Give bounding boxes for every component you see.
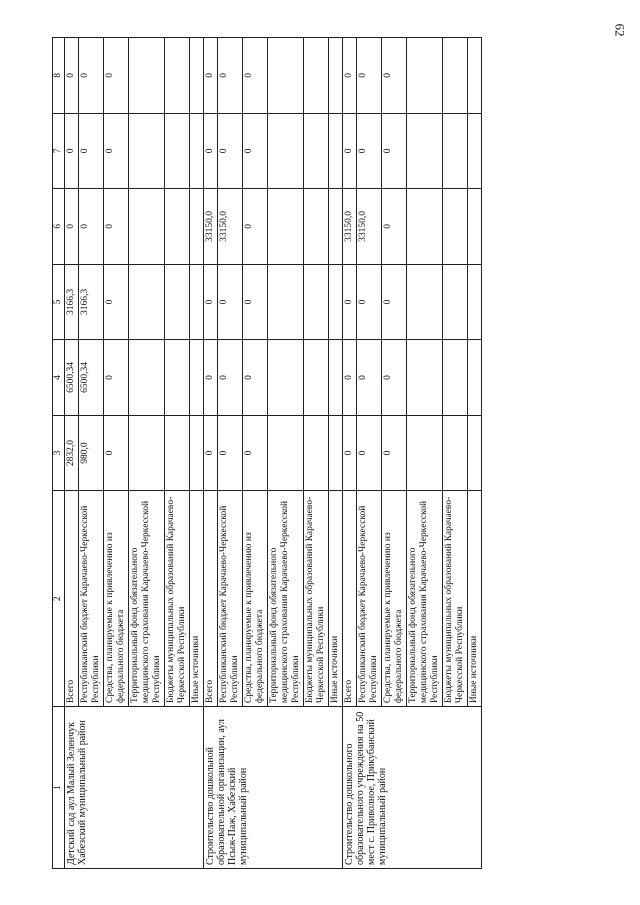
value-cell — [165, 38, 190, 114]
value-cell: 0 — [204, 38, 218, 114]
value-cell: 0 — [343, 264, 357, 340]
value-cell: 0 — [204, 264, 218, 340]
value-cell: 0 — [218, 38, 243, 114]
value-cell: 0 — [343, 340, 357, 416]
financing-table — [52, 37, 482, 869]
page-number: 62 — [612, 23, 628, 37]
table-row — [65, 38, 79, 869]
value-cell — [329, 38, 343, 114]
value-cell: 3166,3 — [79, 264, 104, 340]
value-cell — [268, 113, 304, 189]
source-label: Всего — [204, 491, 218, 707]
value-cell: 0 — [357, 264, 382, 340]
value-cell: 0 — [243, 189, 268, 265]
value-cell: 980,0 — [79, 415, 104, 491]
header-cell: 2 — [53, 491, 65, 707]
value-cell — [407, 113, 443, 189]
value-cell — [268, 415, 304, 491]
value-cell — [165, 340, 190, 416]
value-cell — [165, 264, 190, 340]
value-cell: 0 — [104, 38, 129, 114]
value-cell — [190, 264, 204, 340]
value-cell — [268, 189, 304, 265]
value-cell — [468, 415, 482, 491]
source-label: Иные источники — [190, 491, 204, 707]
value-cell — [190, 189, 204, 265]
value-cell — [304, 189, 329, 265]
value-cell: 0 — [104, 415, 129, 491]
value-cell: 0 — [243, 340, 268, 416]
value-cell: 0 — [204, 415, 218, 491]
value-cell: 0 — [104, 113, 129, 189]
value-cell — [129, 264, 165, 340]
value-cell: 0 — [204, 340, 218, 416]
value-cell: 0 — [104, 264, 129, 340]
value-cell: 0 — [343, 415, 357, 491]
value-cell — [407, 38, 443, 114]
value-cell — [407, 340, 443, 416]
value-cell: 0 — [382, 264, 407, 340]
header-cell: 4 — [53, 340, 65, 416]
value-cell: 6500,34 — [65, 340, 79, 416]
value-cell — [190, 415, 204, 491]
value-cell: 0 — [218, 113, 243, 189]
value-cell — [468, 340, 482, 416]
object-title: Строительство дошкольного образовательного учреждения на 50 мест с. Приволное, Прикубанский муниципальный район — [343, 707, 482, 869]
value-cell: 0 — [243, 264, 268, 340]
value-cell — [129, 38, 165, 114]
value-cell — [129, 415, 165, 491]
value-cell: 0 — [104, 189, 129, 265]
value-cell: 0 — [65, 189, 79, 265]
value-cell: 0 — [357, 340, 382, 416]
header-cell: 7 — [53, 113, 65, 189]
source-label: Территориальный фонд обязательного медицинского страхования Карачаево-Черкесской Республики — [268, 491, 304, 707]
value-cell — [268, 264, 304, 340]
value-cell — [165, 415, 190, 491]
header-cell: 5 — [53, 264, 65, 340]
value-cell — [304, 340, 329, 416]
value-cell: 0 — [343, 38, 357, 114]
value-cell — [190, 113, 204, 189]
value-cell: 33150,0 — [218, 189, 243, 265]
source-label: Бюджеты муниципальных образований Карачаево-Черкесской Республики — [165, 491, 190, 707]
value-cell — [443, 415, 468, 491]
source-label: Бюджеты муниципальных образований Карачаево-Черкесской Республики — [443, 491, 468, 707]
value-cell — [304, 264, 329, 340]
value-cell — [329, 415, 343, 491]
value-cell: 0 — [204, 113, 218, 189]
value-cell — [443, 264, 468, 340]
value-cell — [468, 38, 482, 114]
value-cell — [190, 38, 204, 114]
value-cell: 0 — [65, 38, 79, 114]
value-cell: 0 — [243, 415, 268, 491]
header-row — [53, 38, 65, 869]
header-cell: 6 — [53, 189, 65, 265]
value-cell — [407, 415, 443, 491]
value-cell: 0 — [343, 113, 357, 189]
value-cell — [468, 113, 482, 189]
table-row — [204, 38, 218, 869]
value-cell — [443, 189, 468, 265]
value-cell — [190, 340, 204, 416]
source-label: Республиканский бюджет Карачаево-Черкесской Республики — [218, 491, 243, 707]
value-cell: 0 — [382, 38, 407, 114]
value-cell: 0 — [357, 113, 382, 189]
value-cell: 0 — [218, 415, 243, 491]
source-label: Республиканский бюджет Карачаево-Черкесской Республики — [357, 491, 382, 707]
value-cell: 0 — [65, 113, 79, 189]
value-cell: 0 — [382, 113, 407, 189]
value-cell: 2832,0 — [65, 415, 79, 491]
source-label: Всего — [65, 491, 79, 707]
value-cell — [329, 189, 343, 265]
source-label: Средства, планируемые к привлечению из федерального бюджета — [382, 491, 407, 707]
value-cell: 0 — [382, 340, 407, 416]
value-cell: 0 — [243, 38, 268, 114]
source-label: Территориальный фонд обязательного медицинского страхования Карачаево-Черкесской Республики — [407, 491, 443, 707]
value-cell: 0 — [382, 415, 407, 491]
value-cell: 0 — [79, 38, 104, 114]
value-cell: 0 — [357, 38, 382, 114]
source-label: Всего — [343, 491, 357, 707]
header-cell: 1 — [53, 707, 65, 869]
value-cell: 33150,0 — [343, 189, 357, 265]
value-cell — [268, 340, 304, 416]
source-label: Иные источники — [468, 491, 482, 707]
value-cell: 0 — [243, 113, 268, 189]
value-cell: 0 — [79, 113, 104, 189]
value-cell — [443, 38, 468, 114]
value-cell — [129, 113, 165, 189]
value-cell: 33150,0 — [357, 189, 382, 265]
value-cell — [329, 340, 343, 416]
value-cell — [468, 189, 482, 265]
value-cell — [165, 113, 190, 189]
value-cell — [407, 189, 443, 265]
value-cell — [407, 264, 443, 340]
object-title: Строительство дошкольной образовательной организации, аул Псыж-Паж, Хабезский муниципальный район — [204, 707, 343, 869]
value-cell — [329, 264, 343, 340]
value-cell: 0 — [382, 189, 407, 265]
source-label: Средства, планируемые к привлечению из федерального бюджета — [104, 491, 129, 707]
value-cell: 0 — [104, 340, 129, 416]
source-label: Республиканский бюджет Карачаево-Черкесской Республики — [79, 491, 104, 707]
value-cell — [304, 38, 329, 114]
value-cell — [329, 113, 343, 189]
header-cell: 8 — [53, 38, 65, 114]
source-label: Иные источники — [329, 491, 343, 707]
source-label: Территориальный фонд обязательного медицинского страхования Карачаево-Черкесской Республики — [129, 491, 165, 707]
value-cell — [468, 264, 482, 340]
value-cell — [304, 113, 329, 189]
source-label: Средства, планируемые к привлечению из федерального бюджета — [243, 491, 268, 707]
value-cell: 6500,34 — [79, 340, 104, 416]
value-cell — [304, 415, 329, 491]
header-cell: 3 — [53, 415, 65, 491]
value-cell: 0 — [218, 340, 243, 416]
value-cell — [443, 340, 468, 416]
value-cell — [443, 113, 468, 189]
value-cell — [268, 38, 304, 114]
value-cell: 33150,0 — [204, 189, 218, 265]
value-cell: 0 — [218, 264, 243, 340]
object-title: Детский сад аул Малый Зеленчук Хабезский муниципальный район — [65, 707, 204, 869]
value-cell: 0 — [357, 415, 382, 491]
value-cell — [129, 340, 165, 416]
value-cell — [165, 189, 190, 265]
value-cell: 0 — [79, 189, 104, 265]
table-row — [343, 38, 357, 869]
value-cell — [129, 189, 165, 265]
source-label: Бюджеты муниципальных образований Карачаево-Черкесской Республики — [304, 491, 329, 707]
value-cell: 3166,3 — [65, 264, 79, 340]
